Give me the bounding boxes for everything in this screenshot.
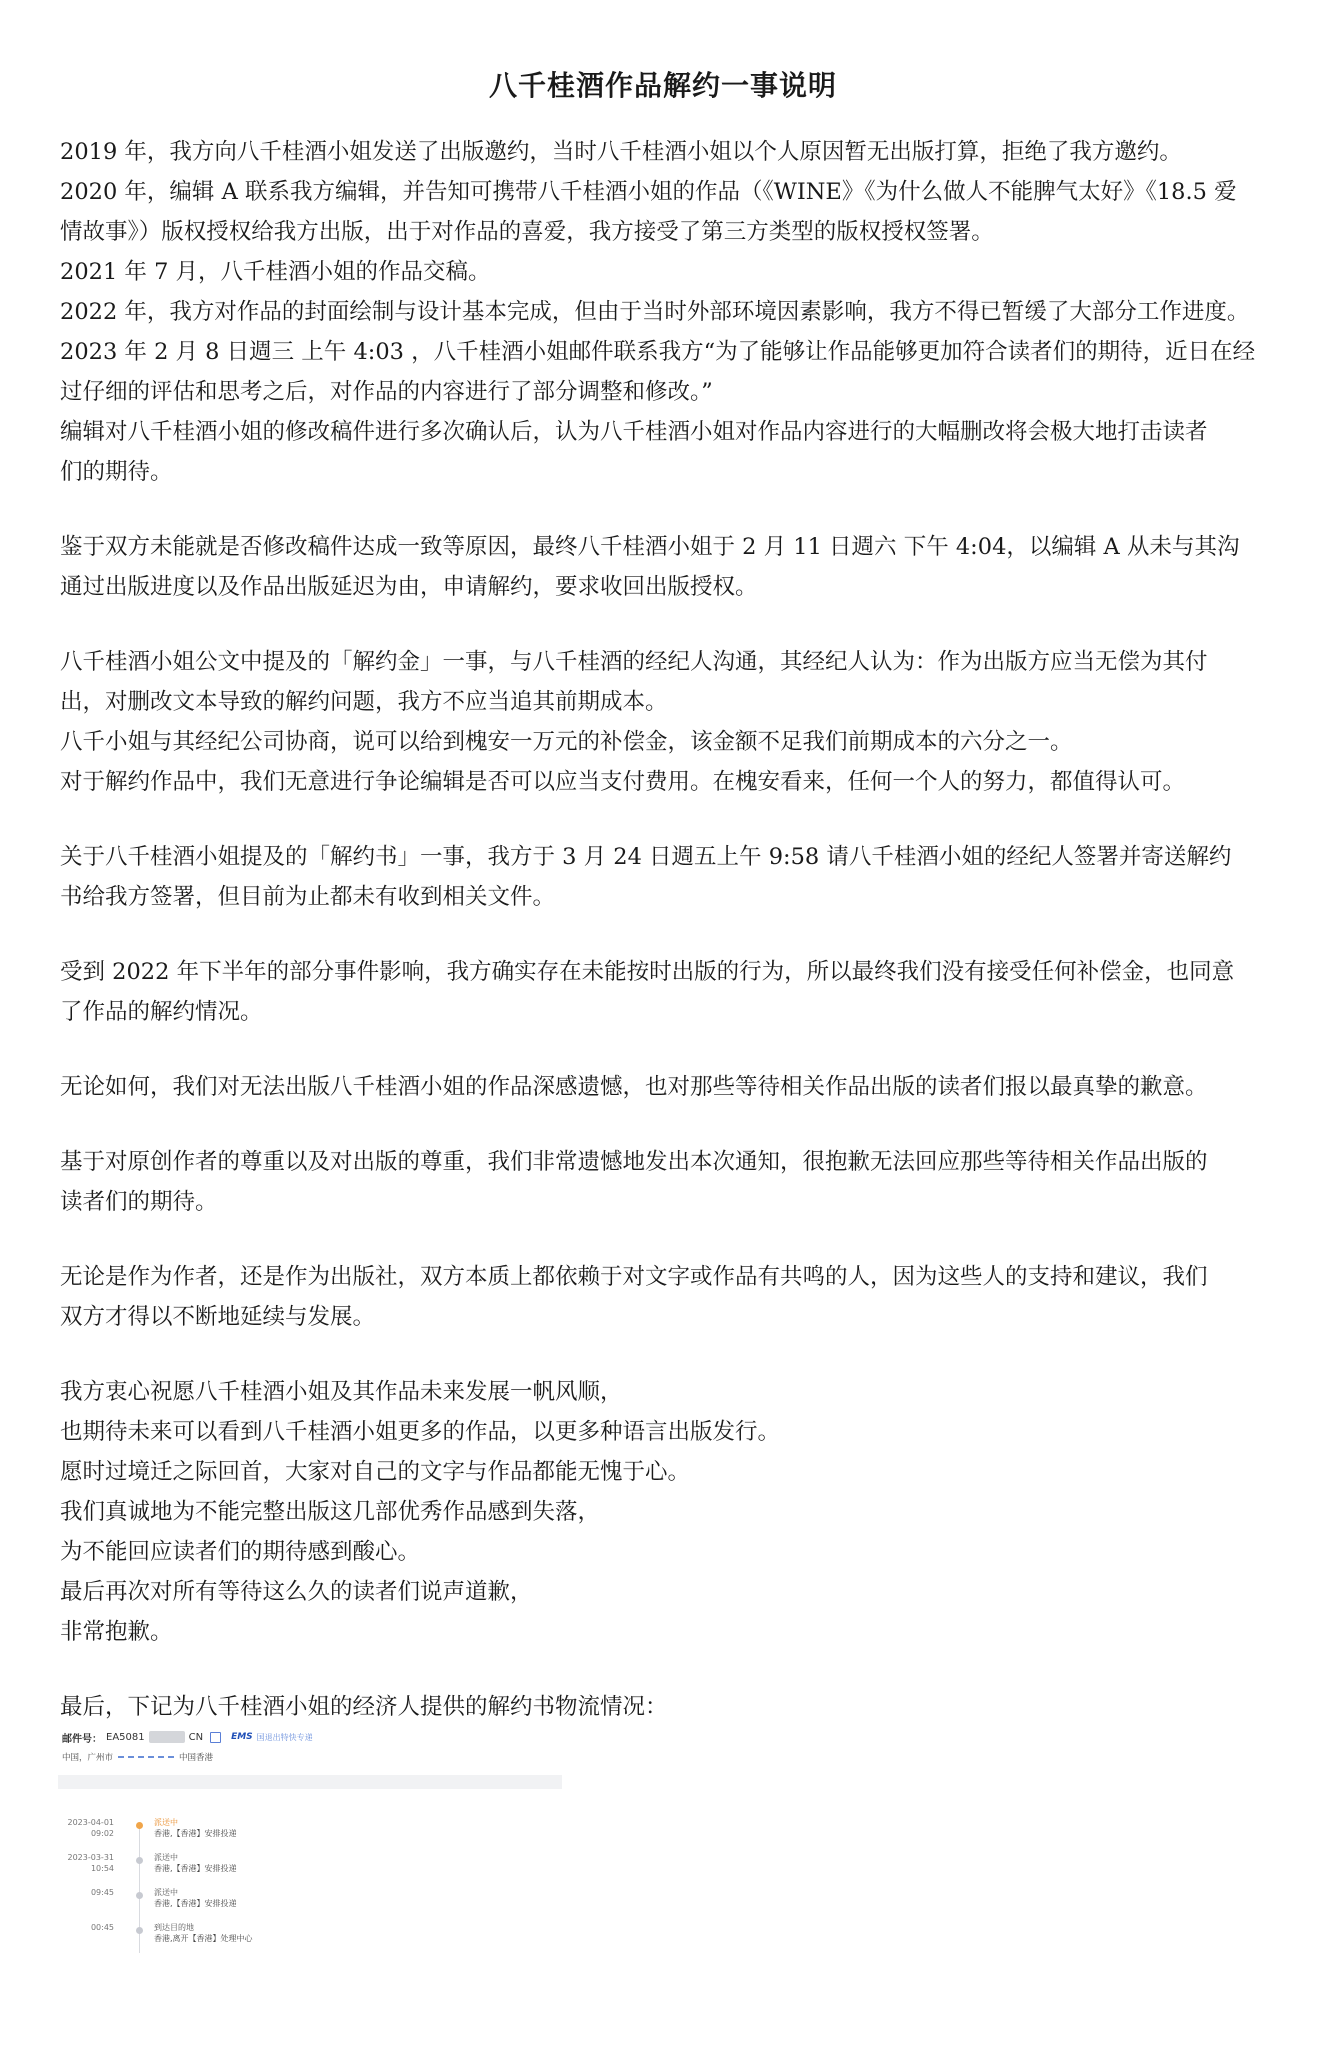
event-time: 09:45 <box>90 1888 114 1897</box>
text-line: 关于八千桂酒小姐提及的「解约书」一事，我方于 3 月 24 日週五上午 9:58 请八千桂酒小姐的经纪人签署并寄送解约 <box>60 844 1232 870</box>
carrier-name: 国退出特快专递 <box>256 1732 313 1742</box>
timeline-dot-icon <box>136 1857 143 1864</box>
event-datetime <box>58 1852 114 1874</box>
route-destination: 中国香港 <box>179 1753 214 1763</box>
text-line: 我方衷心祝愿八千桂酒小姐及其作品未来发展一帆风顺， <box>60 1379 623 1405</box>
text-line: 基于对原创作者的尊重以及对出版的尊重，我们非常遗憾地发出本次通知，很抱歉无法回应那些等待相关作品出版的 <box>60 1149 1208 1175</box>
timeline-dot-icon <box>136 1892 143 1899</box>
text-line: 受到 2022 年下半年的部分事件影响，我方确实存在未能按时出版的行为，所以最终我们没有接受任何补偿金，也同意 <box>60 959 1235 985</box>
event-datetime <box>58 1817 114 1839</box>
text-line: 无论是作为作者，还是作为出版社，双方本质上都依赖于对文字或作品有共鸣的人，因为这些人的支持和建议，我们 <box>60 1264 1208 1290</box>
tracking-screenshot <box>58 1725 562 2025</box>
text-line: 2021 年 7 月，八千桂酒小姐的作品交稿。 <box>60 259 491 285</box>
route-origin: 中国，广州市 <box>62 1753 114 1763</box>
text-line: 读者们的期待。 <box>60 1189 218 1215</box>
tracking-event <box>58 1817 562 1851</box>
tracking-number-label: 邮件号： <box>62 1733 102 1745</box>
text-line: 无论如何，我们对无法出版八千桂酒小姐的作品深感遗憾，也对那些等待相关作品出版的读者们报以最真挚的歉意。 <box>60 1074 1208 1100</box>
text-line: 最后再次对所有等待这么久的读者们说声道歉， <box>60 1579 533 1605</box>
redacted-number <box>149 1731 185 1743</box>
text-line: 2020 年，编辑 A 联系我方编辑，并告知可携带八千桂酒小姐的作品（《WINE》《为什么做人不能脾气太好》《18.5 爱 <box>60 179 1237 205</box>
text-line: 编辑对八千桂酒小姐的修改稿件进行多次确认后，认为八千桂酒小姐对作品内容进行的大幅删改将会极大地打击读者 <box>60 419 1208 445</box>
text-line: 也期待未来可以看到八千桂酒小姐更多的作品，以更多种语言出版发行。 <box>60 1419 781 1445</box>
event-time: 09:02 <box>90 1829 114 1838</box>
event-status: 派送中 <box>154 1853 178 1862</box>
tracking-number-prefix: EA5081 <box>106 1731 145 1743</box>
event-date: 2023-03-31 <box>67 1853 114 1862</box>
event-datetime <box>58 1922 114 1933</box>
text-line: 鉴于双方未能就是否修改稿件达成一致等原因，最终八千桂酒小姐于 2 月 11 日週六 下午 4:04，以编辑 A 从未与其沟 <box>60 534 1240 560</box>
text-line: 书给我方签署，但目前为止都未有收到相关文件。 <box>60 884 556 910</box>
text-line: 愿时过境迁之际回首，大家对自己的文字与作品都能无愧于心。 <box>60 1459 691 1485</box>
tracking-number-row <box>62 1729 313 1745</box>
text-line: 出，对删改文本导致的解约问题，我方不应当追其前期成本。 <box>60 689 668 715</box>
text-line: 最后，下记为八千桂酒小姐的经济人提供的解约书物流情况： <box>60 1694 668 1720</box>
text-line: 情故事》）版权授权给我方出版，出于对作品的喜爱，我方接受了第三方类型的版权授权签署。 <box>60 219 994 245</box>
tracking-event <box>58 1887 562 1921</box>
divider <box>58 1775 562 1789</box>
text-line: 八千桂酒小姐公文中提及的「解约金」一事，与八千桂酒的经纪人沟通，其经纪人认为：作为出版方应当无偿为其付 <box>60 649 1208 675</box>
page-title: 八千桂酒作品解约一事说明 <box>488 69 837 102</box>
event-status: 派送中 <box>154 1818 178 1827</box>
event-detail: 香港,离开【香港】处理中心 <box>154 1934 253 1943</box>
event-status: 派送中 <box>154 1888 178 1897</box>
event-datetime <box>58 1887 114 1898</box>
event-date: 2023-04-01 <box>67 1818 114 1827</box>
route-arrow-icon <box>118 1756 174 1758</box>
text-line: 2022 年，我方对作品的封面绘制与设计基本完成，但由于当时外部环境因素影响，我方不得已暂缓了大部分工作进度。 <box>60 299 1250 325</box>
tracking-event <box>58 1922 562 1956</box>
timeline-dot-icon <box>136 1927 143 1934</box>
text-line: 双方才得以不断地延续与发展。 <box>60 1304 376 1330</box>
event-detail: 香港,【香港】安排投递 <box>154 1899 237 1908</box>
text-line: 们的期待。 <box>60 459 173 485</box>
text-line: 我们真诚地为不能完整出版这几部优秀作品感到失落， <box>60 1499 601 1525</box>
tracking-number-suffix: CN <box>188 1731 204 1743</box>
text-line: 非常抱歉。 <box>60 1619 173 1645</box>
text-line: 过仔细的评估和思考之后，对作品的内容进行了部分调整和修改。” <box>60 379 713 405</box>
event-time: 00:45 <box>90 1923 114 1932</box>
text-line: 八千小姐与其经纪公司协商，说可以给到槐安一万元的补偿金，该金额不足我们前期成本的六分之一。 <box>60 729 1073 755</box>
text-line: 对于解约作品中，我们无意进行争论编辑是否可以应当支付费用。在槐安看来，任何一个人的努力，都值得认可。 <box>60 769 1186 795</box>
event-status: 到达目的地 <box>154 1923 194 1932</box>
text-line: 通过出版进度以及作品出版延迟为由，申请解约，要求收回出版授权。 <box>60 574 758 600</box>
text-line: 2023 年 2 月 8 日週三 上午 4:03 ，八千桂酒小姐邮件联系我方“为了能够让作品能够更加符合读者们的期待，近日在经 <box>60 339 1256 365</box>
ems-logo: EMS <box>231 1732 253 1742</box>
text-line: 为不能回应读者们的期待感到酸心。 <box>60 1539 421 1565</box>
event-time: 10:54 <box>90 1864 114 1873</box>
tracking-event <box>58 1852 562 1886</box>
route-row <box>62 1751 213 1763</box>
event-detail: 香港,【香港】安排投递 <box>154 1829 237 1838</box>
event-detail: 香港,【香港】安排投递 <box>154 1864 237 1873</box>
text-line: 了作品的解约情况。 <box>60 999 263 1025</box>
copy-icon[interactable] <box>210 1732 221 1743</box>
text-line: 2019 年，我方向八千桂酒小姐发送了出版邀约，当时八千桂酒小姐以个人原因暂无出版打算，拒绝了我方邀约。 <box>60 139 1182 165</box>
timeline-dot-icon <box>136 1822 143 1829</box>
